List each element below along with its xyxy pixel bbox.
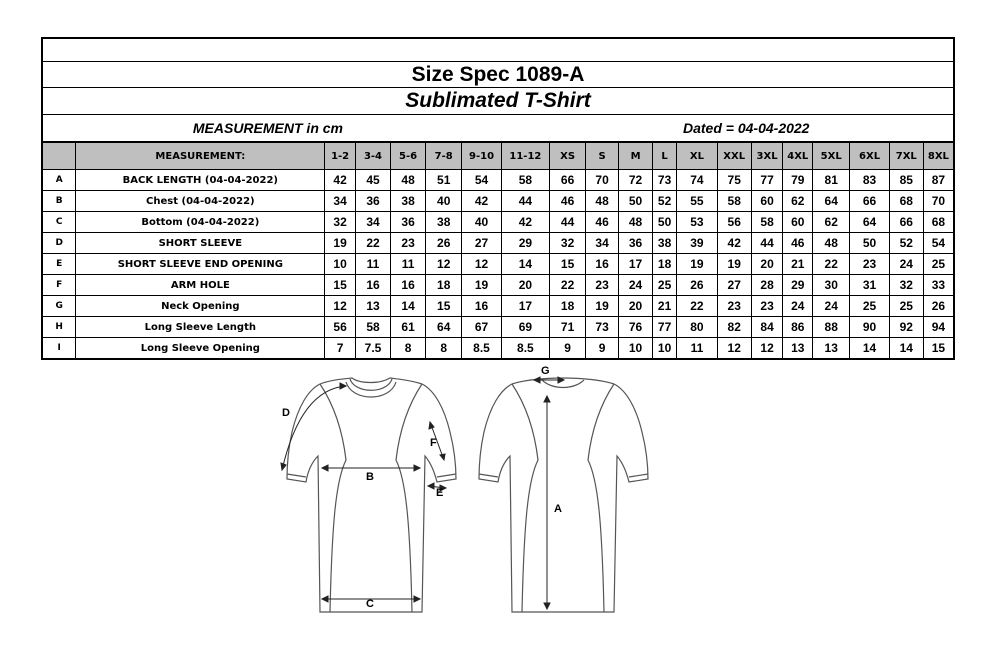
measurement-value: 23 (586, 275, 619, 296)
measurement-value: 17 (619, 254, 653, 275)
measurement-table (43, 142, 953, 358)
measurement-value: 86 (783, 317, 813, 338)
measurement-value: 74 (677, 170, 718, 191)
measurement-value: 11 (677, 338, 718, 359)
measurement-value: 64 (850, 212, 889, 233)
measurement-value: 32 (325, 212, 356, 233)
measurement-value: 92 (889, 317, 923, 338)
measurement-value: 51 (426, 170, 462, 191)
size-header: M (619, 143, 653, 170)
measurement-value: 19 (325, 233, 356, 254)
measurement-value: 87 (923, 170, 953, 191)
size-header: 7-8 (426, 143, 462, 170)
measurement-value: 40 (426, 191, 462, 212)
measurement-value: 40 (462, 212, 501, 233)
measurement-value: 36 (619, 233, 653, 254)
row-code: D (43, 233, 76, 254)
table-body (43, 170, 953, 359)
measurement-value: 20 (501, 275, 549, 296)
table-row (43, 212, 953, 233)
measurement-value: 12 (426, 254, 462, 275)
date-label: Dated = 04-04-2022 (683, 115, 953, 142)
measurement-value: 62 (813, 212, 850, 233)
measurement-value: 24 (619, 275, 653, 296)
measurement-value: 12 (751, 338, 783, 359)
measurement-value: 80 (677, 317, 718, 338)
measurement-value: 12 (717, 338, 751, 359)
measurement-value: 20 (619, 296, 653, 317)
measurement-value: 15 (426, 296, 462, 317)
measurement-value: 32 (889, 275, 923, 296)
measurement-value: 22 (549, 275, 585, 296)
measurement-value: 58 (501, 170, 549, 191)
measurement-header: MEASUREMENT: (76, 143, 325, 170)
measurement-value: 94 (923, 317, 953, 338)
measurement-value: 70 (923, 191, 953, 212)
measurement-value: 90 (850, 317, 889, 338)
measurement-value: 38 (391, 191, 426, 212)
measurement-value: 76 (619, 317, 653, 338)
measurement-value: 44 (501, 191, 549, 212)
measurement-value: 64 (426, 317, 462, 338)
measurement-value: 15 (549, 254, 585, 275)
measurement-value: 58 (355, 317, 390, 338)
measurement-value: 29 (783, 275, 813, 296)
measurement-name: SHORT SLEEVE (76, 233, 325, 254)
table-row (43, 275, 953, 296)
measurement-name: Long Sleeve Opening (76, 338, 325, 359)
tshirt-diagram (270, 362, 650, 624)
label-b: B (366, 471, 374, 483)
measurement-value: 66 (850, 191, 889, 212)
measurement-value: 19 (586, 296, 619, 317)
table-row (43, 317, 953, 338)
measurement-value: 44 (549, 212, 585, 233)
measurement-value: 85 (889, 170, 923, 191)
measurement-value: 42 (501, 212, 549, 233)
measurement-value: 8 (426, 338, 462, 359)
measurement-value: 26 (677, 275, 718, 296)
measurement-value: 34 (355, 212, 390, 233)
measurement-value: 52 (889, 233, 923, 254)
measurement-value: 44 (751, 233, 783, 254)
measurement-value: 66 (889, 212, 923, 233)
measurement-value: 42 (462, 191, 501, 212)
measurement-value: 29 (501, 233, 549, 254)
measurement-value: 23 (751, 296, 783, 317)
measurement-value: 13 (813, 338, 850, 359)
measurement-value: 39 (677, 233, 718, 254)
measurement-name: Bottom (04-04-2022) (76, 212, 325, 233)
measurement-value: 54 (462, 170, 501, 191)
measurement-value: 16 (462, 296, 501, 317)
size-header: 5XL (813, 143, 850, 170)
measurement-value: 16 (586, 254, 619, 275)
measurement-value: 60 (783, 212, 813, 233)
size-header: 1-2 (325, 143, 356, 170)
measurement-value: 25 (850, 296, 889, 317)
measurement-value: 25 (653, 275, 677, 296)
measurement-value: 10 (325, 254, 356, 275)
measurement-value: 83 (850, 170, 889, 191)
size-header: XXL (717, 143, 751, 170)
measurement-value: 53 (677, 212, 718, 233)
measurement-value: 17 (501, 296, 549, 317)
measurement-value: 8.5 (462, 338, 501, 359)
size-header: 6XL (850, 143, 889, 170)
measurement-value: 30 (813, 275, 850, 296)
table-row (43, 191, 953, 212)
size-header: 9-10 (462, 143, 501, 170)
size-spec-sheet (41, 37, 955, 360)
label-c: C (366, 598, 374, 610)
measurement-value: 68 (889, 191, 923, 212)
measurement-value: 45 (355, 170, 390, 191)
table-row (43, 338, 953, 359)
measurement-value: 22 (355, 233, 390, 254)
measurement-value: 38 (426, 212, 462, 233)
table-header-row (43, 143, 953, 170)
row-code: G (43, 296, 76, 317)
measurement-value: 73 (653, 170, 677, 191)
measurement-value: 60 (751, 191, 783, 212)
measurement-value: 66 (549, 170, 585, 191)
size-header: 4XL (783, 143, 813, 170)
measurement-value: 13 (355, 296, 390, 317)
size-header: 11-12 (501, 143, 549, 170)
measurement-value: 46 (783, 233, 813, 254)
table-row (43, 254, 953, 275)
label-a: A (554, 503, 562, 515)
measurement-value: 79 (783, 170, 813, 191)
table-row (43, 170, 953, 191)
size-header: 3-4 (355, 143, 390, 170)
measurement-value: 75 (717, 170, 751, 191)
measurement-value: 28 (751, 275, 783, 296)
measurement-value: 72 (619, 170, 653, 191)
measurement-value: 14 (889, 338, 923, 359)
measurement-name: Neck Opening (76, 296, 325, 317)
measurement-value: 26 (923, 296, 953, 317)
measurement-value: 69 (501, 317, 549, 338)
measurement-value: 71 (549, 317, 585, 338)
size-header: XL (677, 143, 718, 170)
row-code: A (43, 170, 76, 191)
measurement-value: 77 (653, 317, 677, 338)
table-row (43, 296, 953, 317)
measurement-value: 38 (653, 233, 677, 254)
measurement-value: 50 (850, 233, 889, 254)
measurement-value: 48 (813, 233, 850, 254)
measurement-value: 8.5 (501, 338, 549, 359)
measurement-value: 18 (653, 254, 677, 275)
measurement-value: 21 (783, 254, 813, 275)
size-header: 3XL (751, 143, 783, 170)
measurement-value: 62 (783, 191, 813, 212)
measurement-name: BACK LENGTH (04-04-2022) (76, 170, 325, 191)
measurement-value: 22 (677, 296, 718, 317)
measurement-value: 24 (813, 296, 850, 317)
measurement-name: Long Sleeve Length (76, 317, 325, 338)
measurement-value: 46 (549, 191, 585, 212)
label-d: D (282, 407, 290, 419)
measurement-value: 84 (751, 317, 783, 338)
blank-header-row (43, 39, 953, 62)
measurement-value: 12 (462, 254, 501, 275)
measurement-value: 55 (677, 191, 718, 212)
measurement-value: 8 (391, 338, 426, 359)
measurement-value: 64 (813, 191, 850, 212)
measurement-value: 7 (325, 338, 356, 359)
measurement-value: 19 (717, 254, 751, 275)
size-header: XS (549, 143, 585, 170)
measurement-value: 48 (586, 191, 619, 212)
measurement-value: 34 (325, 191, 356, 212)
measurement-value: 58 (751, 212, 783, 233)
measurement-value: 56 (717, 212, 751, 233)
back-shirt-illustration (479, 378, 648, 612)
measurement-value: 14 (501, 254, 549, 275)
size-header: 8XL (923, 143, 953, 170)
measurement-value: 11 (391, 254, 426, 275)
measurement-value: 34 (586, 233, 619, 254)
measurement-value: 23 (850, 254, 889, 275)
measurement-value: 22 (813, 254, 850, 275)
measurement-value: 27 (462, 233, 501, 254)
measurement-value: 12 (325, 296, 356, 317)
measurement-value: 70 (586, 170, 619, 191)
measurement-value: 20 (751, 254, 783, 275)
measurement-value: 26 (426, 233, 462, 254)
row-code: I (43, 338, 76, 359)
measurement-value: 24 (889, 254, 923, 275)
measurement-value: 88 (813, 317, 850, 338)
measurement-value: 15 (325, 275, 356, 296)
measurement-value: 14 (391, 296, 426, 317)
size-header: 7XL (889, 143, 923, 170)
size-header: S (586, 143, 619, 170)
measurement-value: 7.5 (355, 338, 390, 359)
front-shirt-illustration (287, 378, 456, 612)
meta-spacer (343, 115, 683, 142)
measurement-value: 27 (717, 275, 751, 296)
measurement-value: 81 (813, 170, 850, 191)
measurement-value: 23 (717, 296, 751, 317)
measurement-value: 42 (717, 233, 751, 254)
measurement-value: 50 (653, 212, 677, 233)
measurement-value: 10 (619, 338, 653, 359)
measurement-value: 32 (549, 233, 585, 254)
spec-subtitle: Sublimated T-Shirt (43, 88, 953, 115)
label-e: E (436, 487, 444, 499)
measurement-value: 33 (923, 275, 953, 296)
measurement-value: 23 (391, 233, 426, 254)
measurement-value: 48 (391, 170, 426, 191)
measurement-value: 36 (355, 191, 390, 212)
measurement-value: 52 (653, 191, 677, 212)
measurement-value: 19 (677, 254, 718, 275)
measurement-value: 58 (717, 191, 751, 212)
measurement-value: 61 (391, 317, 426, 338)
label-f: F (430, 437, 437, 449)
measurement-value: 54 (923, 233, 953, 254)
row-code: C (43, 212, 76, 233)
measurement-value: 10 (653, 338, 677, 359)
size-header: 5-6 (391, 143, 426, 170)
measurement-value: 16 (391, 275, 426, 296)
measurement-value: 11 (355, 254, 390, 275)
measurement-value: 82 (717, 317, 751, 338)
measurement-value: 24 (783, 296, 813, 317)
row-code: F (43, 275, 76, 296)
measurement-value: 15 (923, 338, 953, 359)
measurement-value: 19 (462, 275, 501, 296)
measurement-value: 13 (783, 338, 813, 359)
measurement-name: Chest (04-04-2022) (76, 191, 325, 212)
measurement-value: 14 (850, 338, 889, 359)
measurement-value: 18 (426, 275, 462, 296)
measurement-value: 18 (549, 296, 585, 317)
measurement-name: SHORT SLEEVE END OPENING (76, 254, 325, 275)
measurement-value: 9 (549, 338, 585, 359)
measurement-value: 77 (751, 170, 783, 191)
row-code: E (43, 254, 76, 275)
measurement-value: 42 (325, 170, 356, 191)
measurement-value: 36 (391, 212, 426, 233)
measurement-value: 25 (923, 254, 953, 275)
code-header (43, 143, 76, 170)
measurement-value: 21 (653, 296, 677, 317)
size-header: L (653, 143, 677, 170)
measurement-value: 25 (889, 296, 923, 317)
label-g: G (541, 365, 550, 377)
measurement-name: ARM HOLE (76, 275, 325, 296)
spec-title: Size Spec 1089-A (43, 62, 953, 88)
measurement-value: 9 (586, 338, 619, 359)
measurement-value: 16 (355, 275, 390, 296)
sheet-header (43, 39, 953, 115)
measurement-value: 48 (619, 212, 653, 233)
measurement-value: 46 (586, 212, 619, 233)
meta-row (43, 115, 953, 142)
measurement-value: 68 (923, 212, 953, 233)
measurement-value: 50 (619, 191, 653, 212)
measurement-value: 56 (325, 317, 356, 338)
measurement-value: 73 (586, 317, 619, 338)
table-row (43, 233, 953, 254)
measurement-value: 31 (850, 275, 889, 296)
row-code: B (43, 191, 76, 212)
measurement-unit: MEASUREMENT in cm (43, 115, 343, 142)
measurement-value: 67 (462, 317, 501, 338)
row-code: H (43, 317, 76, 338)
